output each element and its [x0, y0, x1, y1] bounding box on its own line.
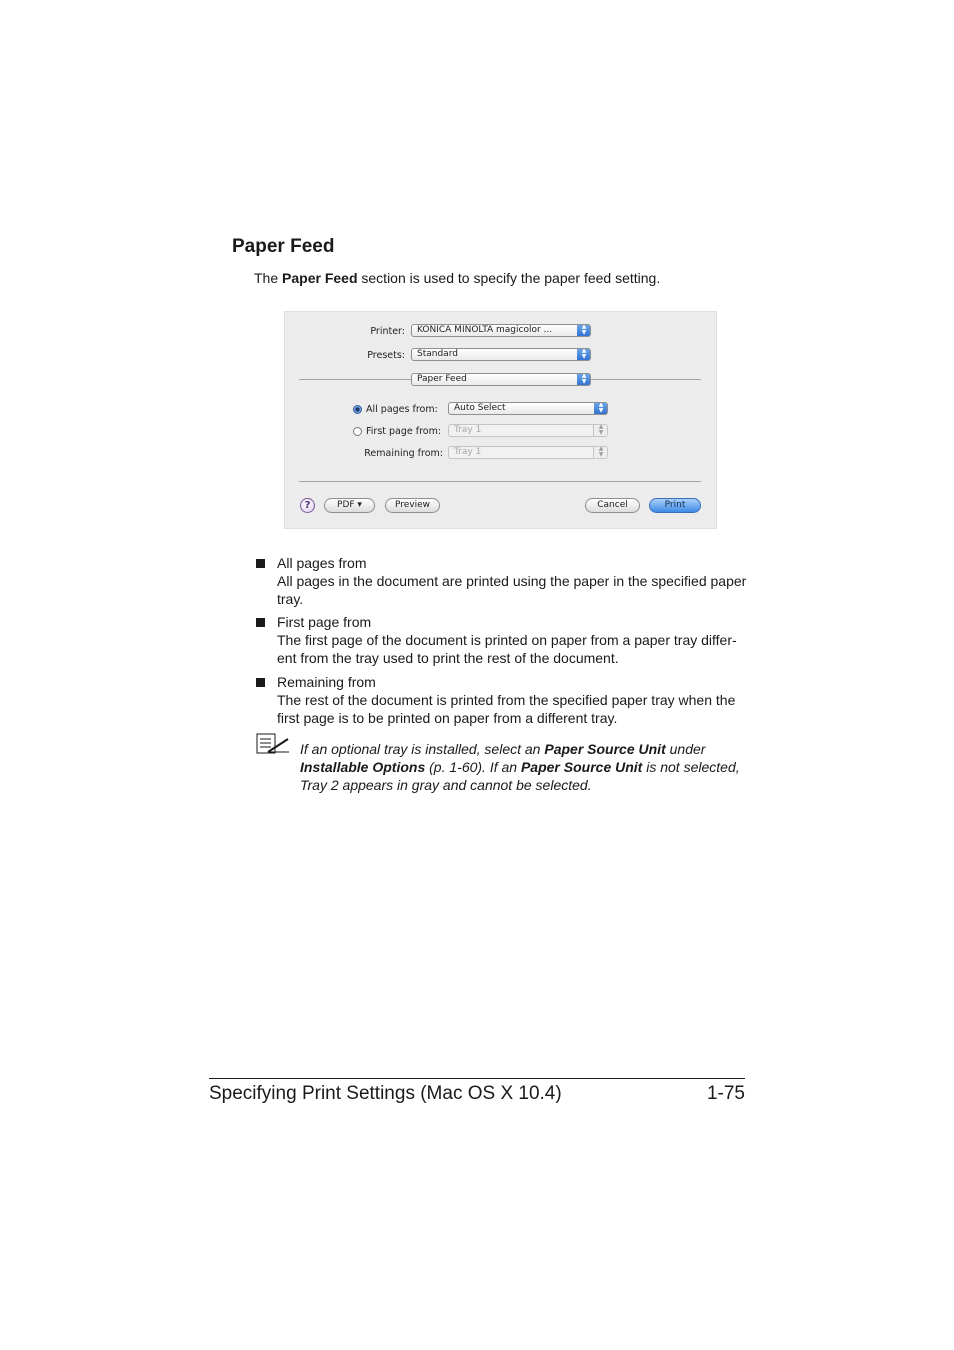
presets-label: Presets:: [367, 350, 405, 361]
item-desc: The first page of the document is printed on paper from a paper tray differ-ent from the tray used to print the rest of the document.: [277, 632, 737, 666]
printer-value: KONICA MINOLTA magicolor ...: [417, 325, 553, 335]
popup-arrows-icon: ▲ ▼: [593, 424, 608, 437]
all-pages-radio[interactable]: [353, 405, 362, 414]
popup-arrows-icon: ▲ ▼: [577, 324, 591, 337]
print-button[interactable]: Print: [649, 498, 701, 513]
preview-button[interactable]: Preview: [385, 498, 440, 513]
separator-left: [299, 379, 411, 380]
printer-label: Printer:: [370, 326, 405, 337]
pdf-button[interactable]: PDF ▾: [324, 498, 375, 513]
item-desc: All pages in the document are printed using the paper in the specified paper tray.: [277, 573, 747, 607]
item-title: First page from: [277, 614, 372, 630]
list-item: [277, 673, 747, 727]
list-item: [277, 554, 747, 608]
first-page-label: First page from:: [366, 426, 442, 437]
first-page-value: Tray 1: [454, 425, 482, 435]
panel-value: Paper Feed: [417, 374, 467, 384]
first-page-popup[interactable]: [448, 424, 608, 437]
bullet-icon: [256, 559, 265, 568]
printer-popup[interactable]: [411, 324, 591, 337]
popup-arrows-icon: ▲ ▼: [593, 446, 608, 459]
footer-chapter-title: Specifying Print Settings (Mac OS X 10.4): [209, 1083, 562, 1104]
help-button[interactable]: ?: [300, 498, 315, 513]
popup-arrows-icon: ▲ ▼: [577, 373, 591, 386]
intro-text: The Paper Feed section is used to specify the paper feed setting.: [254, 270, 661, 286]
print-dialog-screenshot: [284, 311, 717, 529]
all-pages-label: All pages from:: [366, 404, 438, 415]
section-title: Paper Feed: [232, 236, 335, 257]
bottom-separator: [299, 481, 701, 482]
remaining-label: Remaining from:: [364, 448, 443, 459]
first-page-radio[interactable]: [353, 427, 362, 436]
popup-arrows-icon: ▲ ▼: [577, 348, 591, 361]
bullet-icon: [256, 678, 265, 687]
item-title: All pages from: [277, 555, 367, 571]
remaining-value: Tray 1: [454, 447, 482, 457]
all-pages-value: Auto Select: [454, 403, 506, 413]
note-pencil-icon: [256, 733, 290, 755]
note-text: If an optional tray is installed, select an Paper Source Unit under Installable Options (p. 1-60). If an Paper Source Unit is not selected, Tray 2 appears in gray and cannot be selected.: [300, 741, 740, 793]
item-title: Remaining from: [277, 674, 376, 690]
popup-arrows-icon: ▲ ▼: [594, 402, 608, 415]
all-pages-popup[interactable]: [448, 402, 608, 415]
list-item: [277, 613, 747, 667]
presets-popup[interactable]: [411, 348, 591, 361]
item-desc: The rest of the document is printed from the specified paper tray when the first page is to be printed on paper from a different tray.: [277, 692, 736, 726]
bullet-icon: [256, 618, 265, 627]
page-number: 1-75: [706, 1083, 745, 1104]
panel-popup[interactable]: [411, 373, 591, 386]
remaining-popup[interactable]: [448, 446, 608, 459]
presets-value: Standard: [417, 349, 458, 359]
cancel-button[interactable]: Cancel: [585, 498, 640, 513]
separator-right: [591, 379, 701, 380]
footer-rule: [209, 1078, 745, 1079]
